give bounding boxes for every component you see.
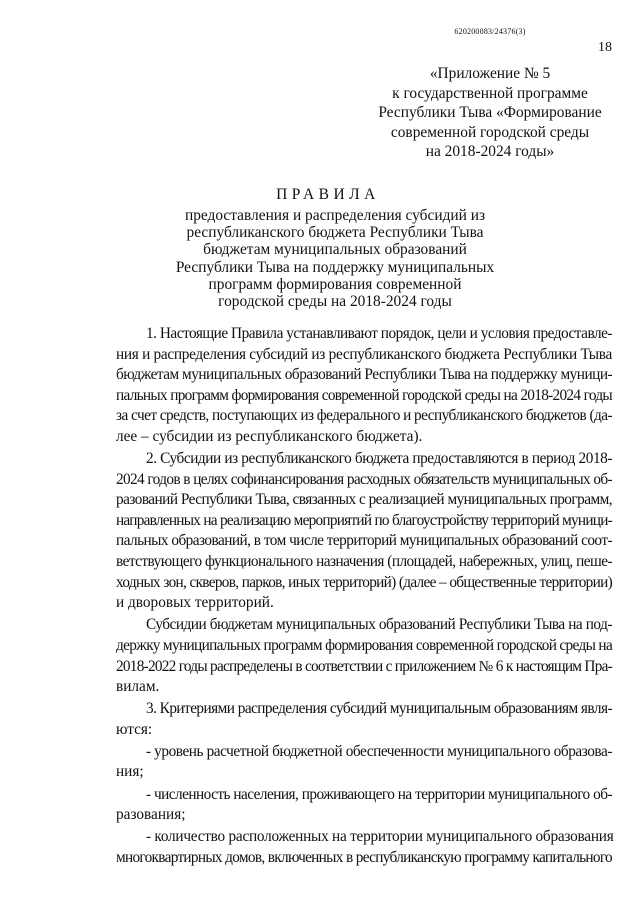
document-registration-number: 620200083/24376(3) [454,27,526,36]
body-line: разования; [116,806,186,824]
subtitle-line: бюджетам муниципальных образований [203,241,467,259]
body-line: ветствующего функционального назначения (площадей, набережных, улиц, пеше- [116,553,612,571]
body-line: лее – субсидии из республиканского бюджета). [116,427,423,445]
subtitle-line: предоставления и распределения субсидий из [184,207,486,224]
body-line: направленных на реализацию мероприятий по благоустройству территорий муници- [116,511,612,529]
subtitle-line: Республики Тыва на поддержку муниципальных [175,258,495,276]
body-line: вилам. [116,678,160,696]
body-line: за счет средств, поступающих из федерального и республиканского бюджетов (да- [116,407,612,425]
paragraph-1 [116,324,612,448]
body-line: многоквартирных домов, включенных в республиканскую программу капитального [116,848,612,866]
subtitle-line: городской среды на 2018-2024 годы [218,293,452,311]
body-line: ходных зон, скверов, парков, иных территорий) (далее – общественные территории) [116,573,612,591]
body-line: пальных образований, в том числе территорий муниципальных образований соот- [116,532,612,550]
body-line: 1. Настоящие Правила устанавливают порядок, цели и условия предоставле- [146,325,612,342]
body-line: разований Республики Тыва, связанных с реализацией муниципальных программ, [116,491,612,509]
paragraph-6 [116,785,612,826]
body-line: 2. Субсидии из республиканского бюджета предоставляются в период 2018- [146,450,612,468]
body-line: ния; [116,763,144,781]
body-line: Субсидии бюджетам муниципальных образований Республики Тыва на под- [146,616,612,634]
body-line: ния и распределения субсидий из республиканского бюджета Республики Тыва [116,345,612,363]
appendix-line: к государственной программе [392,84,588,102]
body-line: бюджетам муниципальных образований Республики Тыва на поддержку муници- [116,366,613,384]
body-line: 3. Критериями распределения субсидий муниципальным образованиям явля- [146,700,612,718]
subtitle-line: республиканского бюджета Республики Тыва [186,224,484,242]
document-subtitle [150,207,520,310]
body-line: и дворовых территорий. [116,594,274,612]
paragraph-7 [116,827,612,868]
body-line: 2024 годов в целях софинансирования расходных обязательств муниципальных об- [116,470,612,488]
subtitle-line: программ формирования современной [208,275,462,293]
appendix-line: современной городской среды [390,123,590,141]
paragraph-4 [116,699,612,740]
paragraph-3 [116,615,612,697]
body-line: - уровень расчетной бюджетной обеспеченности муниципального образова- [146,742,612,760]
document-body [116,324,612,870]
body-line: 2018-2022 годы распределены в соответствии с приложением № 6 к настоящим Пра- [116,657,612,675]
body-line: - количество расположенных на территории муниципального образования [146,828,614,846]
body-line: держку муниципальных программ формирования современной городской среды на [116,636,613,654]
paragraph-2 [116,449,612,614]
page-number: 18 [598,40,612,55]
appendix-line: Республики Тыва «Формирование [378,104,602,122]
appendix-heading [355,64,625,162]
appendix-line: на 2018-2024 годы» [425,143,555,161]
appendix-line: «Приложение № 5 [429,65,551,82]
body-line: пальных программ формирования современной городской среды на 2018-2024 годы [116,386,612,404]
document-title: ПРАВИЛА [276,186,380,203]
body-line: ются: [116,720,153,738]
body-line: - численность населения, проживающего на территории муниципального об- [146,785,612,803]
paragraph-5 [116,742,612,783]
